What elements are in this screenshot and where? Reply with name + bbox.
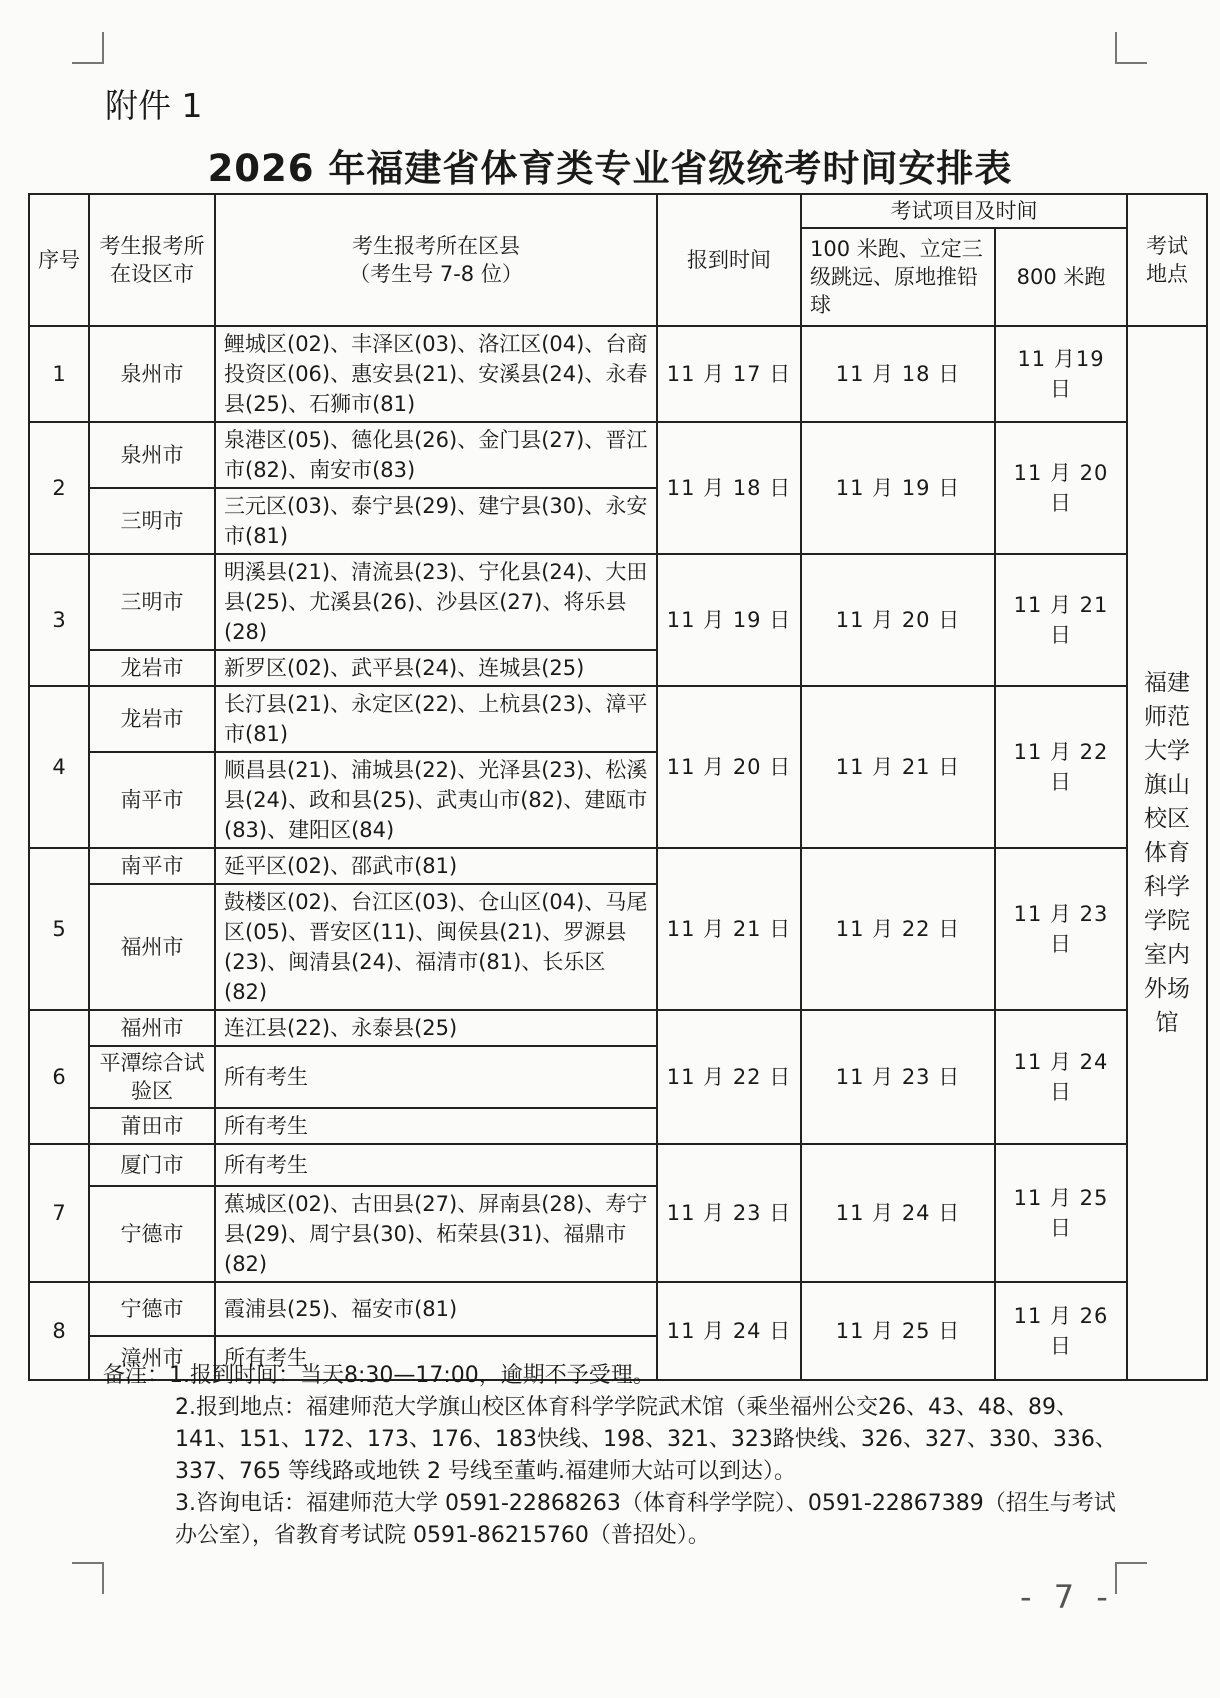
cell-seq: 8	[29, 1282, 89, 1380]
cell-report-time: 11 月 20 日	[657, 686, 801, 848]
cell-city: 南平市	[89, 752, 215, 848]
note-2: 2.报到地点：福建师范大学旗山校区体育科学学院武术馆（乘坐福州公交26、43、48、89、141、151、172、173、176、183快线、198、321、323路快线、326、327、330、336、337、765 等线路或地铁 2 号线至董屿.福建师大站可以到达）。	[175, 1395, 1117, 1484]
header-report-time: 报到时间	[657, 194, 801, 326]
cell-event-2-date: 11 月 21 日	[995, 554, 1127, 686]
cell-districts: 连江县(22)、永泰县(25)	[215, 1010, 657, 1046]
cell-report-time: 11 月 18 日	[657, 422, 801, 554]
crop-mark-bottom-right	[1115, 1562, 1147, 1594]
cell-city: 宁德市	[89, 1186, 215, 1282]
cell-event-1-date: 11 月 23 日	[801, 1010, 995, 1144]
schedule-body	[29, 326, 1207, 1380]
table-row	[29, 422, 1207, 488]
cell-event-1-date: 11 月 18 日	[801, 326, 995, 422]
cell-event-2-date: 11 月 25 日	[995, 1144, 1127, 1282]
cell-city: 泉州市	[89, 422, 215, 488]
cell-seq: 6	[29, 1010, 89, 1144]
table-row	[29, 1010, 1207, 1046]
cell-event-2-date: 11 月 26 日	[995, 1282, 1127, 1380]
crop-mark-bottom-left	[72, 1562, 104, 1594]
cell-city: 龙岩市	[89, 650, 215, 686]
document-title: 2026 年福建省体育类专业省级统考时间安排表	[207, 147, 1013, 190]
cell-seq: 5	[29, 848, 89, 1010]
cell-event-1-date: 11 月 22 日	[801, 848, 995, 1010]
cell-seq: 2	[29, 422, 89, 554]
cell-districts: 新罗区(02)、武平县(24)、连城县(25)	[215, 650, 657, 686]
cell-city: 南平市	[89, 848, 215, 884]
cell-city: 三明市	[89, 488, 215, 554]
cell-report-time: 11 月 19 日	[657, 554, 801, 686]
cell-districts: 所有考生	[215, 1108, 657, 1144]
cell-districts: 延平区(02)、邵武市(81)	[215, 848, 657, 884]
cell-seq: 4	[29, 686, 89, 848]
cell-city: 龙岩市	[89, 686, 215, 752]
note-1: 备注：1.报到时间：当天8:30—17:00，逾期不予受理。	[103, 1363, 655, 1388]
cell-districts: 明溪县(21)、清流县(23)、宁化县(24)、大田县(25)、尤溪县(26)、沙县区(27)、将乐县(28)	[215, 554, 657, 650]
cell-event-2-date: 11 月 20 日	[995, 422, 1127, 554]
cell-city: 福州市	[89, 1010, 215, 1046]
header-district-sub: （考生号 7-8 位）	[349, 262, 523, 286]
cell-districts: 三元区(03)、泰宁县(29)、建宁县(30)、永安市(81)	[215, 488, 657, 554]
cell-districts: 鼓楼区(02)、台江区(03)、仓山区(04)、马尾区(05)、晋安区(11)、闽侯县(21)、罗源县(23)、闽清县(24)、福清市(81)、长乐区(82)	[215, 884, 657, 1010]
cell-districts: 顺昌县(21)、浦城县(22)、光泽县(23)、松溪县(24)、政和县(25)、武夷山市(82)、建瓯市(83)、建阳区(84)	[215, 752, 657, 848]
cell-report-time: 11 月 22 日	[657, 1010, 801, 1144]
table-row	[29, 848, 1207, 884]
cell-city: 漳州市	[89, 1336, 215, 1380]
cell-districts: 霞浦县(25)、福安市(81)	[215, 1282, 657, 1336]
cell-city: 平潭综合试验区	[89, 1046, 215, 1108]
header-seq: 序号	[29, 194, 89, 326]
table-row	[29, 1282, 1207, 1336]
cell-seq: 1	[29, 326, 89, 422]
cell-districts: 长汀县(21)、永定区(22)、上杭县(23)、漳平市(81)	[215, 686, 657, 752]
cell-city: 泉州市	[89, 326, 215, 422]
cell-event-2-date: 11 月 22 日	[995, 686, 1127, 848]
cell-districts: 所有考生	[215, 1046, 657, 1108]
cell-event-2-date: 11 月19 日	[995, 326, 1127, 422]
cell-city: 三明市	[89, 554, 215, 650]
cell-seq: 3	[29, 554, 89, 686]
cell-city: 莆田市	[89, 1108, 215, 1144]
crop-mark-top-right	[1115, 32, 1147, 64]
page-number: - 7 -	[1020, 1578, 1114, 1616]
cell-report-time: 11 月 23 日	[657, 1144, 801, 1282]
cell-report-time: 11 月 17 日	[657, 326, 801, 422]
cell-city: 宁德市	[89, 1282, 215, 1336]
header-exam-items: 考试项目及时间	[801, 194, 1127, 228]
cell-city: 厦门市	[89, 1144, 215, 1186]
cell-event-1-date: 11 月 20 日	[801, 554, 995, 686]
header-city: 考生报考所在设区市	[89, 194, 215, 326]
cell-districts: 蕉城区(02)、古田县(27)、屏南县(28)、寿宁县(29)、周宁县(30)、柘荣县(31)、福鼎市(82)	[215, 1186, 657, 1282]
header-event-1: 100 米跑、立定三级跳远、原地推铅球	[801, 228, 995, 326]
cell-seq: 7	[29, 1144, 89, 1282]
cell-city: 福州市	[89, 884, 215, 1010]
header-venue: 考试地点	[1127, 194, 1207, 326]
cell-event-2-date: 11 月 23 日	[995, 848, 1127, 1010]
header-event-2: 800 米跑	[995, 228, 1127, 326]
cell-districts: 鲤城区(02)、丰泽区(03)、洛江区(04)、台商投资区(06)、惠安县(21)、安溪县(24)、永春县(25)、石狮市(81)	[215, 326, 657, 422]
table-row	[29, 326, 1207, 422]
header-district	[215, 194, 657, 326]
table-row	[29, 1144, 1207, 1186]
crop-mark-top-left	[72, 32, 104, 64]
table-row	[29, 554, 1207, 650]
cell-districts: 所有考生	[215, 1336, 657, 1380]
attachment-label: 附件 1	[105, 86, 203, 125]
cell-venue: 福建师范大学旗山校区体育科学学院室内外场馆	[1127, 326, 1207, 1380]
cell-districts: 泉港区(05)、德化县(26)、金门县(27)、晋江市(82)、南安市(83)	[215, 422, 657, 488]
note-3: 3.咨询电话：福建师范大学 0591-22868263（体育科学学院）、0591-22867389（招生与考试办公室），省教育考试院 0591-86215760（普招处）。	[175, 1491, 1116, 1548]
cell-districts: 所有考生	[215, 1144, 657, 1186]
notes	[103, 1360, 1133, 1552]
cell-event-1-date: 11 月 19 日	[801, 422, 995, 554]
header-district-main: 考生报考所在区县	[352, 234, 520, 258]
cell-event-1-date: 11 月 24 日	[801, 1144, 995, 1282]
schedule-table	[28, 193, 1208, 1381]
cell-event-2-date: 11 月 24 日	[995, 1010, 1127, 1144]
cell-report-time: 11 月 21 日	[657, 848, 801, 1010]
cell-report-time: 11 月 24 日	[657, 1282, 801, 1380]
cell-event-1-date: 11 月 25 日	[801, 1282, 995, 1380]
table-row	[29, 686, 1207, 752]
cell-event-1-date: 11 月 21 日	[801, 686, 995, 848]
